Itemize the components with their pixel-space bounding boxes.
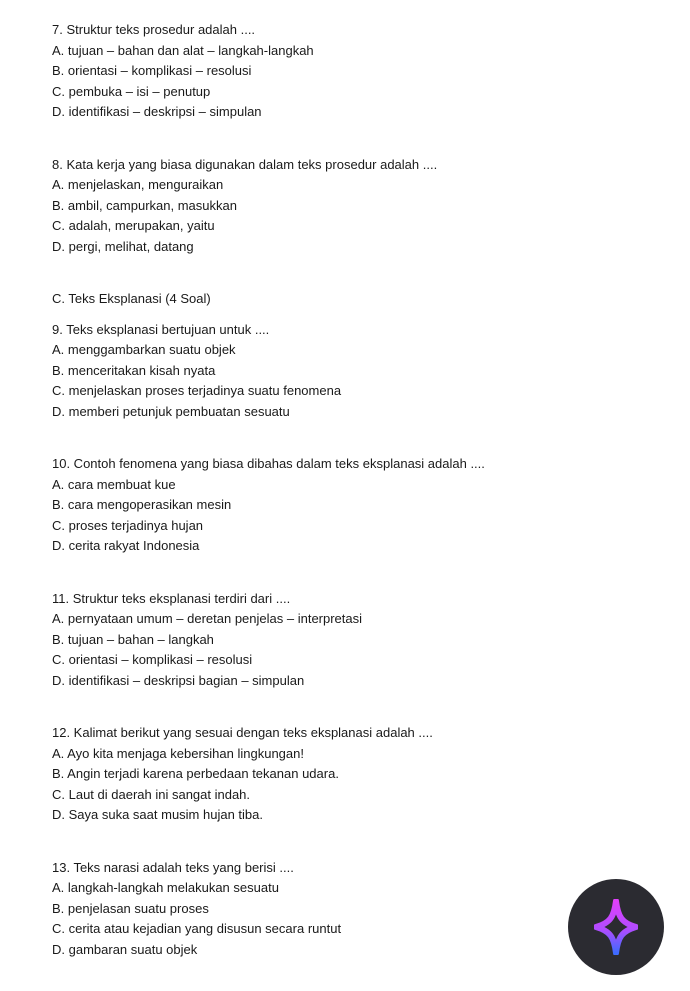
question-text: 9. Teks eksplanasi bertujuan untuk .... xyxy=(52,321,270,337)
option-b: B. orientasi – komplikasi – resolusi xyxy=(52,63,252,78)
question-7 xyxy=(52,20,672,123)
question-9 xyxy=(52,320,672,423)
option-a: A. menggambarkan suatu objek xyxy=(52,342,236,357)
option-c: C. Laut di daerah ini sangat indah. xyxy=(52,786,251,802)
section-heading: C. Teks Eksplanasi (4 Soal) xyxy=(52,291,211,306)
option-d: D. pergi, melihat, datang xyxy=(52,238,194,254)
option-b: B. Angin terjadi karena perbedaan tekanan udara. xyxy=(52,766,339,781)
option-a: A. tujuan – bahan dan alat – langkah-langkah xyxy=(52,42,314,58)
option-d: D. memberi petunjuk pembuatan sesuatu xyxy=(52,403,290,419)
ai-assistant-button[interactable] xyxy=(568,879,664,975)
option-c: C. pembuka – isi – penutup xyxy=(52,83,211,99)
question-text: 7. Struktur teks prosedur adalah .... xyxy=(52,22,256,37)
option-d: D. gambaran suatu objek xyxy=(52,941,198,957)
question-text: 13. Teks narasi adalah teks yang berisi .... xyxy=(52,859,294,875)
question-text: 12. Kalimat berikut yang sesuai dengan teks eksplanasi adalah .... xyxy=(52,725,433,740)
document xyxy=(52,20,672,960)
option-b: B. ambil, campurkan, masukkan xyxy=(52,197,237,213)
question-8 xyxy=(52,155,672,258)
option-c: C. cerita atau kejadian yang disusun secara runtut xyxy=(52,921,342,936)
option-b: B. cara mengoperasikan mesin xyxy=(52,497,232,512)
question-text: 11. Struktur teks eksplanasi terdiri dari .... xyxy=(52,590,291,606)
question-11 xyxy=(52,589,672,692)
question-10 xyxy=(52,454,672,557)
option-b: B. penjelasan suatu proses xyxy=(52,900,209,916)
option-a: A. langkah-langkah melakukan sesuatu xyxy=(52,880,279,895)
option-b: B. menceritakan kisah nyata xyxy=(52,362,216,378)
option-d: D. cerita rakyat Indonesia xyxy=(52,538,200,553)
question-text: 8. Kata kerja yang biasa digunakan dalam teks prosedur adalah .... xyxy=(52,156,438,172)
option-b: B. tujuan – bahan – langkah xyxy=(52,631,214,647)
option-c: C. adalah, merupakan, yaitu xyxy=(52,218,215,233)
option-c: C. menjelaskan proses terjadinya suatu fenomena xyxy=(52,383,342,398)
option-a: A. pernyataan umum – deretan penjelas – interpretasi xyxy=(52,611,363,626)
option-d: D. identifikasi – deskripsi bagian – simpulan xyxy=(52,672,305,688)
option-a: A. menjelaskan, menguraikan xyxy=(52,177,224,192)
option-d: D. identifikasi – deskripsi – simpulan xyxy=(52,104,262,119)
option-a: A. cara membuat kue xyxy=(52,476,176,492)
question-12 xyxy=(52,723,672,826)
sparkle-icon xyxy=(594,899,638,955)
option-a: A. Ayo kita menjaga kebersihan lingkungan! xyxy=(52,745,304,761)
question-text: 10. Contoh fenomena yang biasa dibahas dalam teks eksplanasi adalah .... xyxy=(52,456,485,471)
option-c: C. orientasi – komplikasi – resolusi xyxy=(52,652,253,667)
option-c: C. proses terjadinya hujan xyxy=(52,517,204,533)
option-d: D. Saya suka saat musim hujan tiba. xyxy=(52,807,263,822)
